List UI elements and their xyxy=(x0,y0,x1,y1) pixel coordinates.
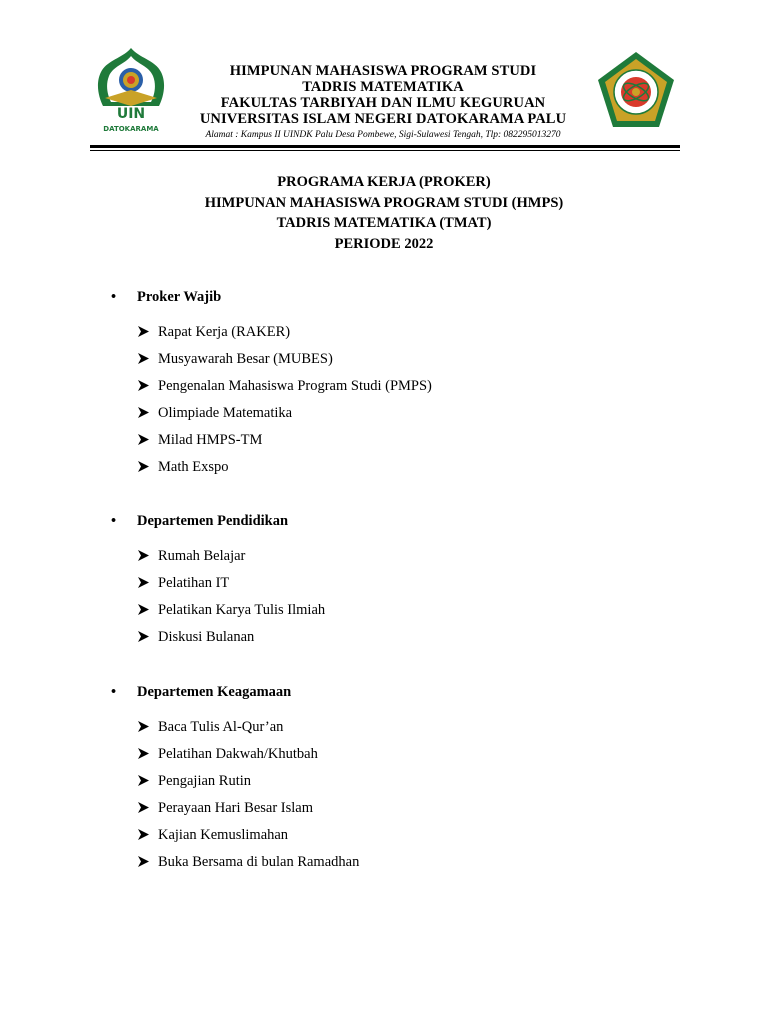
letterhead-text xyxy=(190,63,576,142)
letterhead-line: UNIVERSITAS ISLAM NEGERI DATOKARAMA PALU xyxy=(199,111,567,127)
arrow-bullet-icon xyxy=(138,802,149,813)
arrow-bullet-icon xyxy=(138,604,149,615)
arrow-bullet-icon xyxy=(138,353,149,364)
section-heading: • Departemen Pendidikan xyxy=(111,513,289,529)
arrow-bullet-icon xyxy=(138,856,149,867)
letterhead-divider-thin xyxy=(90,150,680,151)
arrow-bullet-icon xyxy=(138,434,149,445)
uin-datokarama-logo-icon xyxy=(93,46,169,136)
arrow-bullet-icon xyxy=(138,461,149,472)
bullet-icon: • xyxy=(111,513,117,529)
title-line: HIMPUNAN MAHASISWA PROGRAM STUDI (HMPS) xyxy=(204,194,564,211)
letterhead-address: Alamat : Kampus II UINDK Palu Desa Pombewe, Sigi-Sulawesi Tengah, Tlp: 082295013270 xyxy=(205,130,561,140)
svg-text:UIN: UIN xyxy=(116,106,146,122)
title-line: PERIODE 2022 xyxy=(334,235,434,252)
arrow-bullet-icon xyxy=(138,721,149,732)
arrow-bullet-icon xyxy=(138,577,149,588)
letterhead-divider xyxy=(90,145,680,148)
svg-text:DATOKARAMA: DATOKARAMA xyxy=(103,125,159,133)
bullet-icon: • xyxy=(111,684,117,700)
letterhead xyxy=(0,0,768,160)
arrow-bullet-icon xyxy=(138,775,149,786)
title-line: PROGRAMA KERJA (PROKER) xyxy=(277,174,491,190)
section-heading: • Departemen Keagamaan xyxy=(111,684,292,700)
arrow-bullet-icon xyxy=(138,380,149,391)
letterhead-line: HIMPUNAN MAHASISWA PROGRAM STUDI xyxy=(229,63,537,79)
arrow-bullet-icon xyxy=(138,829,149,840)
arrow-bullet-icon xyxy=(138,407,149,418)
bullet-icon: • xyxy=(111,289,117,305)
letterhead-line: TADRIS MATEMATIKA xyxy=(302,79,464,95)
arrow-bullet-icon xyxy=(138,748,149,759)
hmps-tadris-matematika-logo-icon xyxy=(596,50,676,130)
arrow-bullet-icon xyxy=(138,326,149,337)
arrow-bullet-icon xyxy=(138,631,149,642)
letterhead-line: FAKULTAS TARBIYAH DAN ILMU KEGURUAN xyxy=(220,95,546,111)
arrow-bullet-icon xyxy=(138,550,149,561)
section-heading: • Proker Wajib xyxy=(111,289,222,305)
document-title xyxy=(0,172,768,254)
title-line: TADRIS MATEMATIKA (TMAT) xyxy=(276,215,492,231)
